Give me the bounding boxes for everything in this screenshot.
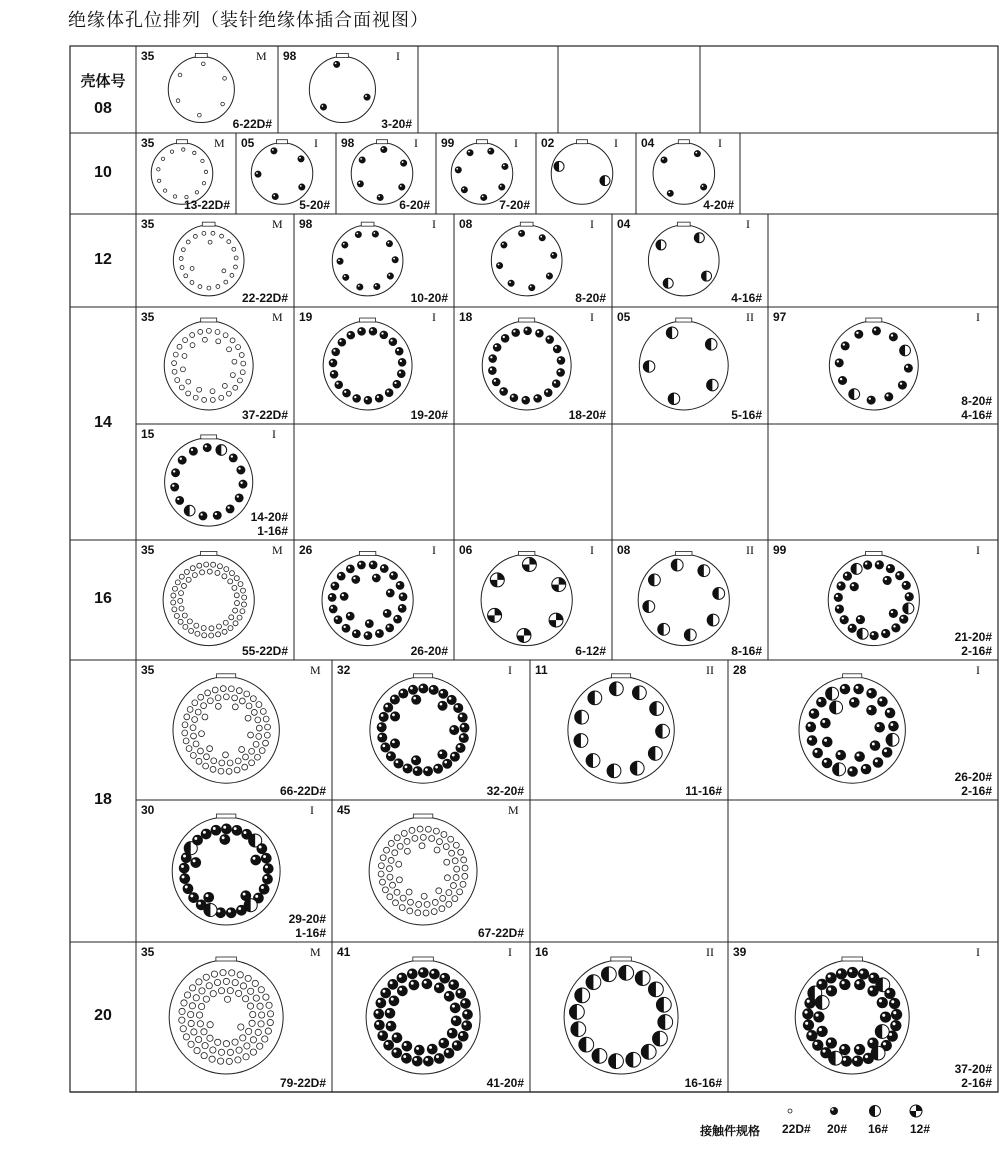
insert-diagram <box>639 318 728 410</box>
insert-diagram <box>451 140 513 205</box>
arrangement-code: 99 <box>773 543 787 557</box>
insert-diagram <box>332 222 403 296</box>
contact-count-secondary: 1-16# <box>257 524 288 538</box>
insert-diagram <box>366 957 480 1074</box>
shell-size-14: 14 <box>94 413 112 431</box>
arrangement-code: 41 <box>337 945 351 959</box>
insert-diagram <box>322 551 413 645</box>
arrangement-type: I <box>614 136 618 150</box>
contact-count: 14-20# <box>250 510 288 524</box>
contact-count-secondary: 2-16# <box>961 644 992 658</box>
contact-count: 5-16# <box>731 408 762 422</box>
insert-diagram <box>829 318 918 410</box>
arrangement-type: I <box>590 217 594 231</box>
arrangement-code: 35 <box>141 217 155 231</box>
contact-count: 7-20# <box>499 198 530 212</box>
arrangement-code: 39 <box>733 945 747 959</box>
contact-count-secondary: 2-16# <box>961 784 992 798</box>
insert-diagram <box>169 957 283 1074</box>
arrangement-type: II <box>706 663 714 677</box>
arrangement-code: 45 <box>337 803 351 817</box>
insert-diagram <box>799 674 905 783</box>
arrangement-type: I <box>396 49 400 63</box>
contact-count: 22-22D# <box>241 291 288 305</box>
arrangement-type: M <box>310 945 321 959</box>
contact-count: 4-16# <box>731 291 762 305</box>
arrangement-type: I <box>976 663 980 677</box>
contact-count: 19-20# <box>410 408 448 422</box>
arrangement-type: I <box>976 310 980 324</box>
insert-diagram <box>828 551 919 645</box>
contact-count: 55-22D# <box>241 644 288 658</box>
arrangement-code: 35 <box>141 543 155 557</box>
contact-count: 67-22D# <box>477 926 524 940</box>
arrangement-code: 30 <box>141 803 155 817</box>
insert-diagram <box>551 140 613 205</box>
arrangement-code: 04 <box>617 217 631 231</box>
contact-count: 26-20# <box>410 644 448 658</box>
arrangement-type: I <box>590 543 594 557</box>
arrangement-type: M <box>272 217 283 231</box>
contact-count: 11-16# <box>685 784 722 798</box>
legend-symbols <box>788 1105 922 1117</box>
arrangement-type: I <box>508 663 512 677</box>
arrangement-type: I <box>590 310 594 324</box>
arrangement-type: M <box>508 803 519 817</box>
insert-diagram <box>491 222 562 296</box>
shell-size-18: 18 <box>94 791 112 808</box>
contact-count: 6-20# <box>399 198 430 212</box>
arrangement-code: 98 <box>341 136 355 150</box>
arrangement-type: I <box>976 543 980 557</box>
insert-diagram <box>251 140 313 205</box>
contact-count-secondary: 4-16# <box>961 408 992 422</box>
insert-diagram <box>482 318 571 410</box>
contact-count: 18-20# <box>568 408 606 422</box>
shell-size-08: 08 <box>94 99 112 117</box>
insert-diagram <box>638 551 729 645</box>
contact-count: 21-20# <box>954 630 992 644</box>
shell-size-10: 10 <box>94 163 112 181</box>
contact-count: 79-22D# <box>279 1076 326 1090</box>
insert-diagram <box>163 551 254 645</box>
page-title: 绝缘体孔位排列（装针绝缘体插合面视图） <box>68 10 429 31</box>
arrangement-code: 06 <box>459 543 473 557</box>
contact-count: 4-20# <box>703 198 734 212</box>
contact-count: 32-20# <box>486 784 524 798</box>
contact-count: 37-22D# <box>241 408 288 422</box>
contact-count: 37-20# <box>954 1062 992 1076</box>
contact-count: 66-22D# <box>279 784 326 798</box>
arrangement-code: 35 <box>141 945 155 959</box>
insert-diagram <box>564 957 678 1074</box>
legend-16: 16# <box>868 1122 889 1136</box>
contact-count: 8-20# <box>961 394 992 408</box>
contact-count: 8-20# <box>575 291 606 305</box>
contact-count: 10-20# <box>410 291 448 305</box>
insert-diagram <box>653 140 715 205</box>
insert-diagram <box>309 53 375 122</box>
shell-size-header: 壳体号 <box>80 72 126 90</box>
arrangement-code: 35 <box>141 663 155 677</box>
arrangement-code: 18 <box>459 310 473 324</box>
insert-diagram <box>648 222 719 296</box>
arrangement-code: 11 <box>535 663 548 677</box>
contact-size-legend <box>0 1118 1000 1153</box>
arrangement-type: I <box>508 945 512 959</box>
insert-diagram <box>481 551 572 645</box>
insert-diagram <box>323 318 412 410</box>
insert-diagram <box>370 674 476 783</box>
arrangement-type: M <box>310 663 321 677</box>
shell-size-12: 12 <box>94 250 112 268</box>
contact-count-secondary: 2-16# <box>961 1076 992 1090</box>
arrangement-type: I <box>976 945 980 959</box>
arrangement-type: I <box>272 427 276 441</box>
contact-count-secondary: 1-16# <box>295 926 326 940</box>
arrangement-code: 28 <box>733 663 747 677</box>
arrangement-code: 04 <box>641 136 655 150</box>
arrangement-code: 08 <box>617 543 631 557</box>
arrangement-type: M <box>256 49 267 63</box>
insert-diagram <box>369 814 477 925</box>
contact-count: 6-12# <box>575 644 606 658</box>
insert-diagram <box>164 318 253 410</box>
insert-diagram <box>568 674 674 783</box>
arrangement-code: 35 <box>141 49 155 63</box>
insert-diagram <box>168 53 234 122</box>
insert-diagram <box>795 957 909 1074</box>
legend-22d: 22D# <box>782 1122 811 1136</box>
contact-count: 41-20# <box>486 1076 524 1090</box>
arrangement-code: 98 <box>299 217 313 231</box>
insert-diagram <box>151 140 213 205</box>
arrangement-type: II <box>746 543 754 557</box>
contact-count: 3-20# <box>381 117 412 131</box>
legend-20: 20# <box>827 1122 848 1136</box>
contact-count: 13-22D# <box>183 198 230 212</box>
contact-count: 5-20# <box>299 198 330 212</box>
arrangement-code: 05 <box>241 136 255 150</box>
arrangement-code: 15 <box>141 427 155 441</box>
arrangement-code: 16 <box>535 945 549 959</box>
arrangement-type: I <box>514 136 518 150</box>
arrangement-code: 08 <box>459 217 473 231</box>
arrangement-type: II <box>746 310 754 324</box>
arrangement-type: M <box>214 136 225 150</box>
arrangement-type: I <box>432 217 436 231</box>
arrangement-type: I <box>310 803 314 817</box>
arrangement-type: I <box>432 310 436 324</box>
shell-size-20: 20 <box>94 1007 112 1024</box>
arrangement-code: 02 <box>541 136 555 150</box>
contact-count: 16-16# <box>684 1076 722 1090</box>
arrangement-code: 98 <box>283 49 297 63</box>
arrangement-type: M <box>272 543 283 557</box>
arrangement-type: I <box>414 136 418 150</box>
insert-diagram <box>173 222 244 296</box>
arrangement-type: II <box>706 945 714 959</box>
arrangement-code: 05 <box>617 310 631 324</box>
insert-diagram <box>172 814 280 925</box>
insert-diagram <box>351 140 413 205</box>
arrangement-type: I <box>314 136 318 150</box>
arrangement-code: 35 <box>141 310 155 324</box>
shell-size-16: 16 <box>94 590 112 607</box>
contact-count: 29-20# <box>288 912 326 926</box>
arrangement-code: 35 <box>141 136 155 150</box>
arrangement-code: 99 <box>441 136 455 150</box>
legend-label: 接触件规格 <box>700 1124 761 1138</box>
legend-12: 12# <box>910 1122 931 1136</box>
contact-count: 6-22D# <box>232 117 272 131</box>
arrangement-code: 19 <box>299 310 313 324</box>
contact-count: 26-20# <box>954 770 992 784</box>
arrangement-type: I <box>746 217 750 231</box>
insert-diagram <box>173 674 279 783</box>
arrangement-type: M <box>272 310 283 324</box>
arrangement-type: I <box>432 543 436 557</box>
arrangement-code: 97 <box>773 310 787 324</box>
arrangement-type: I <box>718 136 722 150</box>
arrangement-code: 26 <box>299 543 313 557</box>
arrangement-code: 32 <box>337 663 351 677</box>
contact-count: 8-16# <box>731 644 762 658</box>
